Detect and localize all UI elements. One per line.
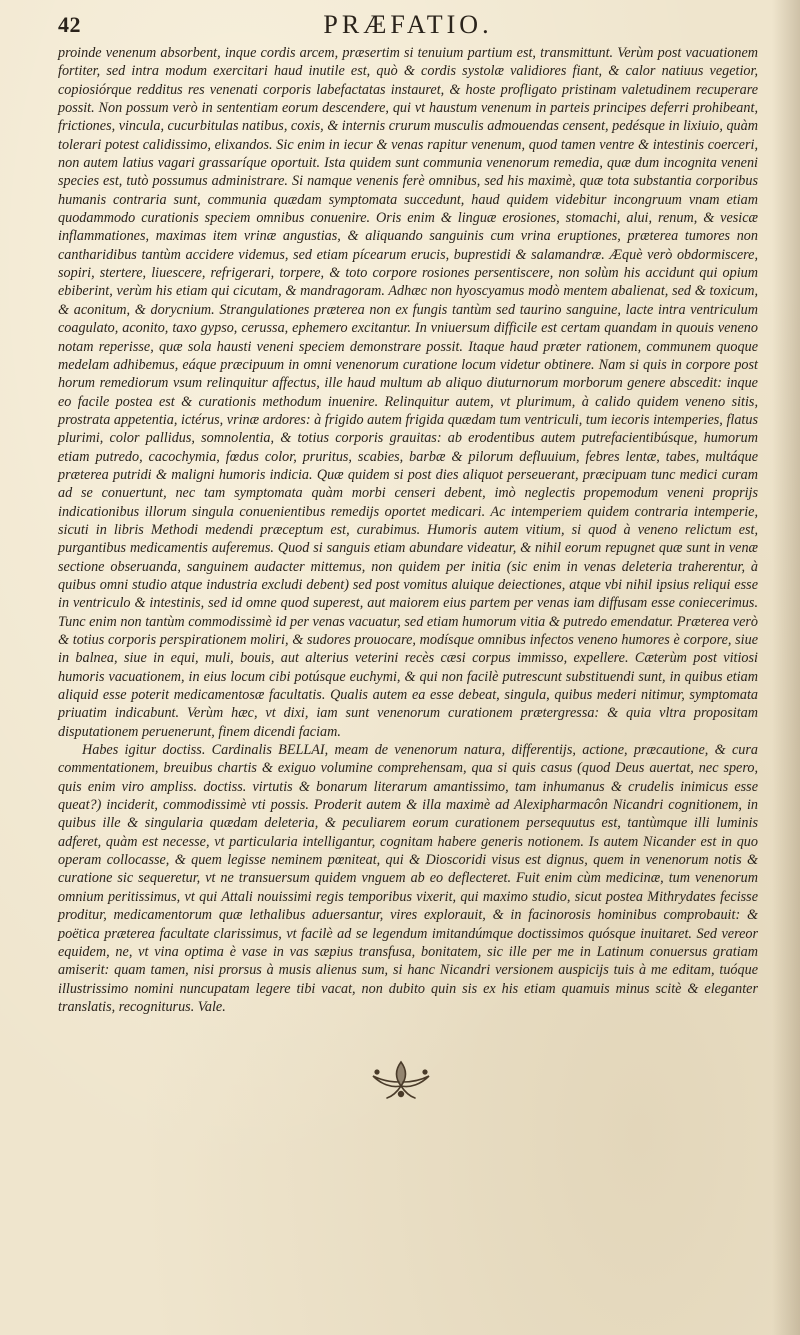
running-title: PRÆFATIO. xyxy=(323,10,493,39)
paragraph-1: proinde venenum absorbent, inque cordis arcem, præsertim si tenuium partium est, transmittunt. Verùm post vacuationem fortiter, sed intra modum exercitari haud inutile est, quò & cordis systolæ validiores fiant, & calor natiuus vegetior, copiosiórque redditus res venenati corporis labefactatas instauret, & hoste profligato pristinam valetudinem recuperare possit. Non possum verò in sententiam eorum descendere, qui vt haustum venenum in parteis principes deferri prohibeant, frictiones, vincula, cucurbitulas natibus, coxis, & internis crurum musculis admouendas censent, pedésque in lixiuio, quàm tolerari potest calidissimo, elixandos. Sic enim in iecur & venas rapitur venenum, quod tamen ventre & intestinis coerceri, non autem latius vagari grassaríque oportuit. Ista quidem sunt communia venenorum remedia, quæ dum incognita veneni species est, tutò possumus administrare. Si namque venenis ferè omnibus, sed his maximè, quæ tota substantia corporibus humanis contraria sunt, communia quædam symptomata succedunt, haud quidem videbitur incongruum vnam etiam quodammodo curationis speciem omnibus conuenire. Oris enim & linguæ erosiones, stomachi, alui, renum, & vesicæ inflammationes, maximas item vrinæ angustias, & aliquando sanguinis cum vrina eruptiones, præterea tumores non cantharidibus tantùm accidere videmus, sed etiam pícearum erucis, buprestidi & salamandræ. Æquè verò obdormiscere, sopiri, stertere, liuescere, refrigerari, torpere, & toto corpore rosiones persentiscere, non solùm his accidunt qui opium ebiberint, verùm his etiam qui cicutam, & mandragoram. Adhæc non hyoscyamus modò mentem abalienat, sed & toxicum, & aconitum, & dorycnium. Strangulationes præterea non ex fungis tantùm sed taurino sanguine, lacte intra ventriculum coagulato, aconito, taxo gypso, cerussa, ephemero excitantur. In vniuersum difficile est certam quandam in quouis veneno notam reperisse, quæ sola hausti veneni speciem demonstrare possit. Itaque haud præter rationem, communem quoque medelam adhibemus, eáque præcipuum in omni venenorum curatione locum videtur obtinere. Nam si quis in corpore post horum remediorum vsum relinquitur affectus, ille haud multum ab aliquo diuturnorum morborum genere abscedit: inque eo facile postea est & curationis methodum inuenire. Relinquitur autem, vt plurimum, à calido quidem veneno sitis, prostrata appetentia, ictérus, vrinæ ardores: à frigido autem frigida quædam tum ventriculi, tum iecoris intemperies, flatus plurimi, color pallidus, somnolentia, & totius corporis grauitas: ab erodentibus autem putrefacientibúsque, humorum etiam putredo, cacochymia, fœdus color, pruritus, scabies, barbæ & pilorum defluuium, febres lentæ, tabes, multáque præterea putridi & maligni humoris indicia. Quæ quidem si post dies aliquot perseuerant, præcipuam tunc medici curam ad se conuertunt, nec tam symptomata quàm morbi censeri debent, imò neglectis propemodum veneni proprijs indicationibus illorum singula conuenientibus remedijs oportet medicari. Ac intemperiem quidem contraria intemperie, sicuti in libris Methodi medendi præceptum est, curabimus. Humoris autem vitium, si quod à veneno relictum est, purgantibus medicamentis auferemus. Quod si sanguis etiam abundare videatur, & nihil eorum repugnet quæ sunt in venæ sectione obseruanda, sanguinem audacter mittemus, non quidem per initia (sic enim in venas deleteria traherentur, à quibus omni studio atque industria excludi debent) sed post vomitus aluique deiectiones, atque vbi nihil ipsius reliqui esse in ventriculo & intestinis, sed id omne quod superest, aut maiorem eius partem per venas iam diffusam esse coniecerimus. Tunc enim non tantùm commodissimè id per venas vacuatur, sed etiam humorum vitia & putredo emendatur. Præterea verò & totius corporis perspirationem moliri, & sudores prouocare, modísque omnibus infectos veneno humores è corpore, siue in balnea, siue in equi, muli, bouis, aut alterius veterini recès cæsi corpus immisso, expellere. Cæterùm post vitiosi humoris vacuationem, in eius locum cibi potúsque euchymi, & qui non facilè putrescunt substituendi sunt, in quibus etiam aliquid esse poterit medicamentosæ facultatis. Qualis autem ea esse debeat, singula, quibus mederi nitimur, symptomata priuatim indicabunt. Verùm hæc, vt dixi, iam sunt venenorum curationem prætergressa: & quia vltra propositam disputationem peruenerunt, finem dicendi faciam. xyxy=(58,45,758,740)
fleuron-ornament-icon xyxy=(365,1058,437,1102)
binding-shadow xyxy=(772,0,800,1335)
page-header xyxy=(58,10,758,40)
page-number: 42 xyxy=(58,12,81,37)
paragraph-2: Habes igitur doctiss. Cardinalis BELLAI, meam de venenorum natura, differentijs, actione, præcautione, & cura commentationem, breuibus chartis & exiguo volumine comprehensam, qua si quis casus (quod Deus auertat, nec spero, quis enim viro ampliss. doctiss. virtutis & bonarum literarum amantissimo, tam inhumanus & crudelis inimicus esse queat?) inciderit, commodissimè vti possis. Proderit autem & illa maximè ad Alexipharmacôn Nicandri cognitionem, in quibus ille & singularia quædam deleteria, & peculiarem eorum curationem persequutus est, tantùmque illi luminis adferet, quàm est necesse, vt particularia intelligantur, cognitam habere generis notionem. Is autem Nicander est in quo operam collocasse, & quem legisse neminem pœniteat, qui & Dioscoridi visus est dignus, quem in venenorum notis & curatione sic sequeretur, vt ne transuersum quidem vnguem ab eo deflecteret. Fuit enim cùm medicinæ, tum venenorum omnium peritissimus, vt qui Attali nouissimi regis temporibus vixerit, qui maximo studio, sicut postea Mithrydates fecisse proditur, medicamentorum quæ lethalibus aduersantur, vires explorauit, & in facinorosis hominibus comprobauit: & poëtica præterea facultate clarissimus, vt facilè ad se legendum imitandúmque doctissimos quósque inuitaret. Sed vereor equidem, ne, vt vina optima è vase in vas sæpius transfusa, bonitatem, sic ille per me in Latinum conuersus gratiam amiserit: quam tamen, nisi prorsus à musis alienus sum, si hanc Nicandri versionem auspicijs tuis à me editam, tuóque illustrissimo nomini nuncupatam legere tibi vacat, non dubito quin sis ex his etiam quamuis minus scitè & eleganter translatis, recogniturus. Vale. xyxy=(58,742,758,1015)
body-text xyxy=(58,44,758,1016)
